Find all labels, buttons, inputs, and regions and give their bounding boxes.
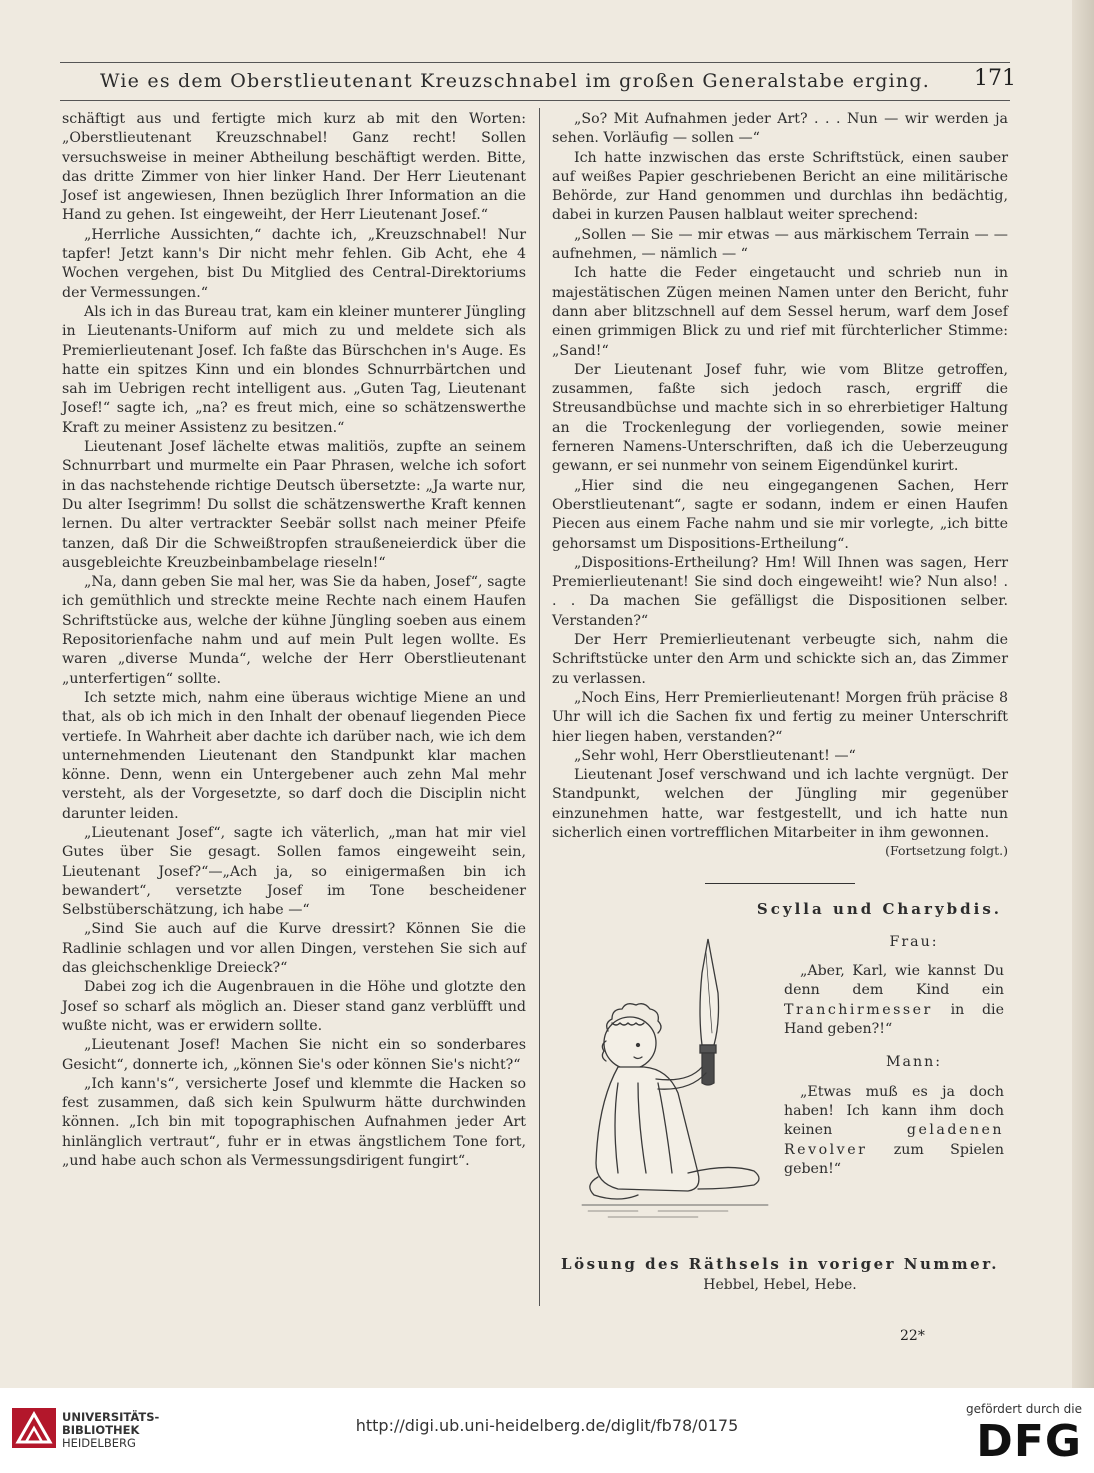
page-number: 171 (974, 66, 1016, 91)
paragraph: „Lieutenant Josef“, sagte ich väterlich, „man hat mir viel Gutes über Sie gesagt. Sollen famos eingeweiht sein, Lieutenant Josef?“—„Ach ja, so einigermaßen bin ich bewandert“, versetzte Josef im Tone bescheidener Selbstüberschätzung, ich habe —“ (62, 824, 526, 919)
paragraph: Lieutenant Josef verschwand und ich lachte vergnügt. Der Standpunkt, welchen der Jüngling mir gegenüber einzunehmen hatte, war festgestellt, und ich hatte nun sicherlich einen vortrefflichen Mitarbeiter in ihm gewonnen. (552, 767, 1008, 841)
poem-line-frau: „Aber, Karl, wie kannst Du denn dem Kind ein Tranchirmesser in die Hand geben?!“ (784, 963, 1004, 1038)
paragraph: Dabei zog ich die Augenbrauen in die Höhe und glotzte den Josef so scharf als möglich an. Dieser stand ganz verblüfft und wußte nicht, was er erwidern sollte. (62, 979, 526, 1034)
paragraph: „Sehr wohl, Herr Oberstlieutenant! —“ (574, 747, 856, 764)
paragraph: Ich setzte mich, nahm eine überaus wichtige Miene an und that, als ob ich mich in den Inhalt der obenauf liegenden Piece vertiefe. In Wahrheit aber dachte ich darüber nach, wie ich dem unternehmenden Lieutenant den Standpunkt klar machen könne. Denn, wenn ein Untergebener auch zehn Mal mehr versteht, als der Vorgesetzte, so darf doch die Disciplin nicht darunter leiden. (62, 689, 526, 822)
paragraph: „Sollen — Sie — mir etwas — aus märkischem Terrain — — aufnehmen, — nämlich — “ (552, 226, 1008, 263)
paragraph: Der Herr Premierlieutenant verbeugte sich, nahm die Schriftstücke unter den Arm und schickte sich an, das Zimmer zu verlassen. (552, 632, 1008, 687)
paragraph: „Lieutenant Josef! Machen Sie nicht ein so sonderbares Gesicht“, donnerte ich, „können Sie's oder können Sie's nicht?“ (62, 1037, 526, 1073)
paragraph: „Ich kann's“, versicherte Josef und klemmte die Hacken so fest zusammen, daß sich kein Spulwurm hätte durchwinden können. „Ich bin mit topographischen Aufnahmen jeder Art hinlänglich vertraut“, fuhr er in etwas ängstlichem Tone fort, „und habe auch schon als Vermessungsdirigent fungirt“. (62, 1075, 526, 1170)
speaker-frau: Frau: (889, 933, 939, 950)
left-column (62, 110, 526, 1171)
paragraph: „Na, dann geben Sie mal her, was Sie da haben, Josef“, sagte ich gemüthlich und streckte meine Rechte nach einem Haufen Schriftstücke aus, welche der kühne Jüngling soeben aus einem Repositorienfache nahm und auf mein Pult legen wollte. Es waren „diverse Munda“, welche der Herr Oberstlieutenant „unterfertigen“ sollte. (62, 574, 526, 687)
paragraph: Der Lieutenant Josef fuhr, wie vom Blitze getroffen, zusammen, faßte sich jedoch rasch, ergriff die Streusandbüchse und machte sich in so ehrerbietiger Haltung an die Trockenlegung der vorliegenden, sowie meiner ferneren Namens-Unterschriften, daß ich die Ueberzeugung gewann, er sei nunmehr von seinem Eigendünkel kurirt. (552, 361, 1008, 475)
section-divider (705, 883, 855, 884)
paragraph: „Sind Sie auch auf die Kurve dressirt? Können Sie die Radlinie schlagen und vor allen Dingen, verstehen Sie sich auf das gleichschenklige Dreieck?“ (62, 921, 526, 977)
header-top-rule (60, 62, 1010, 63)
paragraph: Lieutenant Josef lächelte etwas malitiös, zupfte an seinem Schnurrbart und murmelte ein Paar Phrasen, welche ich sofort in das nachstehende richtige Deutsch übersetzte: „Ja warte nur, Du alter Isegrimm! Du sollst die schätzenswerthe Kraft kennen lernen. Du alter vertrackter Seebär sollst nach meiner Pfeife tanzen, daß Dir die Schweißtropfen straußeneierdick über die ausgebleichte Kreuzbeinbambelage rieseln!“ (62, 439, 526, 571)
funded-by-label: gefördert durch die (966, 1402, 1082, 1416)
poem-section (552, 933, 1008, 1225)
library-name: UNIVERSITÄTS- BIBLIOTHEK HEIDELBERG (62, 1410, 160, 1450)
paragraph: „Noch Eins, Herr Premierlieutenant! Morgen früh präcise 8 Uhr will ich die Sachen fix und fertig zu meiner Unterschrift hier liegen haben, verstanden?“ (552, 689, 1008, 745)
paragraph: „Dispositions-Ertheilung? Hm! Will Ihnen was sagen, Herr Premierlieutenant! Sie sind doch eingeweiht! wie? Nun also! . . . Da machen Sie gefälligst die Dispositionen selber. Verstanden?“ (552, 554, 1008, 629)
footer (0, 1388, 1094, 1473)
running-title: Wie es dem Oberstlieutenant Kreuzschnabel im großen Generalstabe erging. (100, 70, 930, 92)
paragraph: „Hier sind die neu eingegangenen Sachen, Herr Oberstlieutenant“, sagte er sodann, indem er einen Haufen Piecen aus einem Fache nahm und sie mir vorlegte, „ich bitte gehorsamst um Dispositions-Ertheilung“. (552, 477, 1008, 552)
column-divider (539, 108, 540, 1306)
continuation-note: (Fortsetzung folgt.) (885, 843, 1008, 859)
paragraph: Ich hatte die Feder eingetaucht und schrieb nun in majestätischen Zügen meinen Namen unter den Bericht, fuhr dann aber blitzschnell auf dem Sessel herum, warf dem Josef einen grimmigen Blick zu und rief mit fürchterlicher Stimme: „Sand!“ (552, 265, 1008, 359)
poem-text (784, 933, 1004, 1179)
dfg-logo: DFG (976, 1416, 1082, 1467)
child-with-knife-illustration (578, 933, 772, 1223)
solution-title: Lösung des Räthsels in voriger Nummer. (561, 1254, 999, 1273)
speaker-mann: Mann: (885, 1054, 943, 1071)
right-column (552, 110, 1008, 1295)
paragraph: schäftigt aus und fertigte mich kurz ab mit den Worten: „Oberstlieutenant Kreuzschnabel! Ganz recht! Sollen versuchsweise in meiner Abtheilung beschäftigt werden. Bitte, das dritte Zimmer von hier linker Hand. Der Herr Lieutenant Josef ist angewiesen, Ihnen bezüglich Ihrer Information an die Hand zu gehen. Ist eingeweiht, der Herr Lieutenant Josef.“ (62, 111, 526, 224)
paragraph: Als ich in das Bureau trat, kam ein kleiner munterer Jüngling in Lieutenants-Uniform auf mich zu und meldete sich als Premierlieutenant Josef. Ich faßte das Bürschchen in's Auge. Es hatte ein spitzes Kinn und ein blondes Schnurrbärtchen und sah im Uebrigen recht intelligent aus. „Guten Tag, Lieutenant Josef!“ sagte ich, „na? es freut mich, eine so schätzenswerthe Kraft zu meiner Assistenz zu besitzen.“ (62, 303, 526, 436)
poem-line-mann: „Etwas muß es ja doch haben! Ich kann ihm doch keinen geladenen Revolver zum Spielen geben!“ (784, 1083, 1004, 1177)
poem-title: Scylla und Charybdis. (756, 899, 1002, 918)
paragraph: Ich hatte inzwischen das erste Schriftstück, einen sauber auf weißes Papier geschriebenen Bericht an eine militärische Behörde, zur Hand genommen und durchlas ihn bedächtig, dabei in kurzen Pausen halblaut weiter sprechend: (552, 149, 1008, 224)
source-url-link[interactable]: http://digi.ub.uni-heidelberg.de/diglit/fb78/0175 (355, 1416, 739, 1435)
paragraph: „Herrliche Aussichten,“ dachte ich, „Kreuzschnabel! Nur tapfer! Jetzt kann's Dir nicht mehr fehlen. Gib Acht, ehe 4 Wochen vergehen, bist Du Mitglied des Central-Direktoriums der Vermessungen.“ (62, 226, 526, 301)
sheet-signature: 22* (900, 1328, 925, 1344)
paragraph: „So? Mit Aufnahmen jeder Art? . . . Nun — wir werden ja sehen. Vorläufig — sollen —“ (552, 111, 1008, 147)
header-bottom-rule (60, 100, 1010, 101)
solution-text: Hebbel, Hebel, Hebe. (703, 1277, 857, 1294)
